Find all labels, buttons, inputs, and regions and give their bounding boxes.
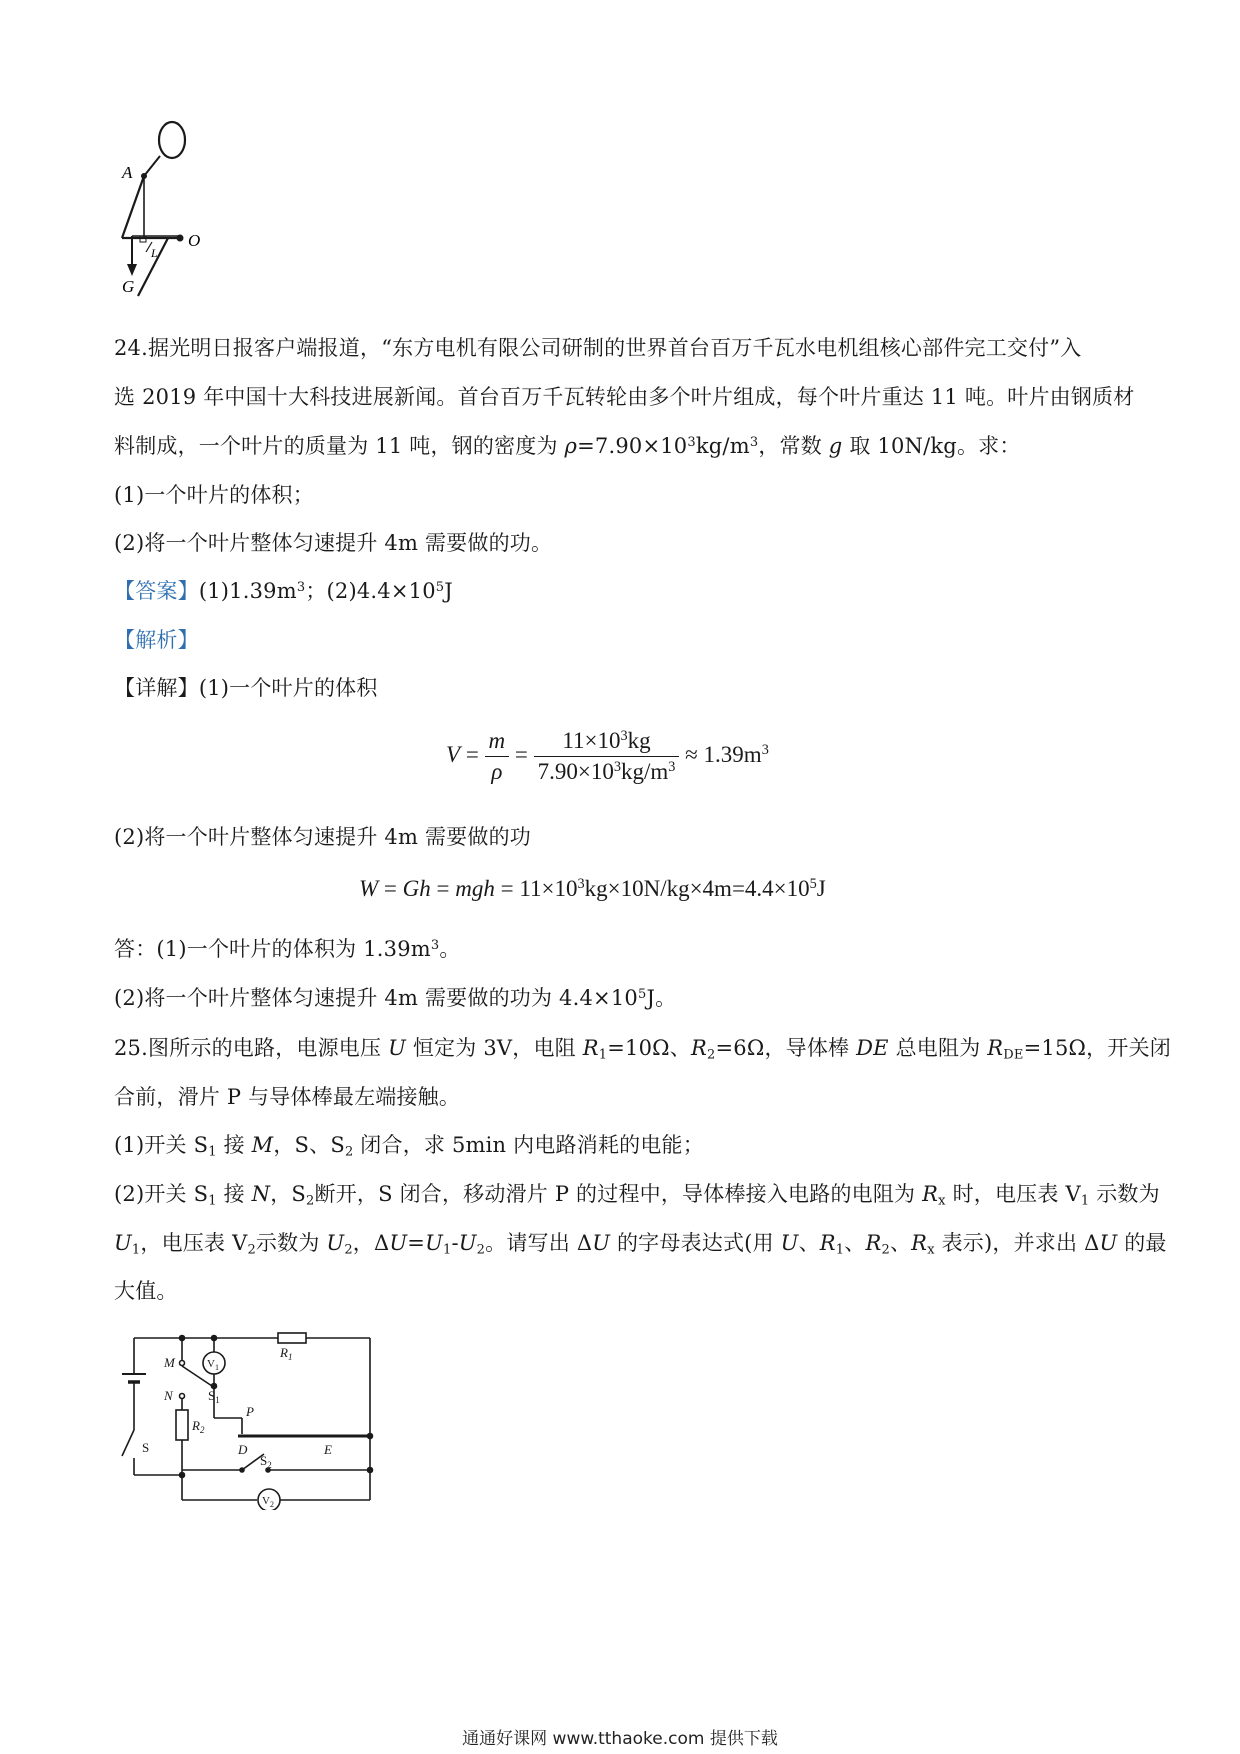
- detail-tag: 【详解】: [114, 676, 199, 700]
- answer-tag: 【答案】: [114, 579, 199, 603]
- label-R2: $R_2$: [192, 1418, 205, 1435]
- q25-line-3: (1)开关 $S_1$ 接 M，S、$S_2$ 闭合，求 5min 内电路消耗的电能；: [114, 1133, 704, 1160]
- volume-equation: V = $\frac{m}{\rho}$ = $\frac{11\times 10^3kg}{7.90\times 10^3kg/m^3}$ ≈ $1.39m^3$: [446, 728, 769, 784]
- q25-line-5: $U_1$，电压表 $V_2$示数为 $U_2$，$\Delta U=U_1-U_2$。请写出 ΔU 的字母表达式(用 U、$R_1$、$R_2$、$R_x$ 表示)，并求出 ΔU 的最: [114, 1231, 1167, 1258]
- label-S2: $S_2$: [260, 1453, 272, 1470]
- q24-conclusion-1: 答：(1)一个叶片的体积为 $1.39m^3$。: [114, 937, 461, 961]
- q24-detail-1: 【详解】(1)一个叶片的体积: [114, 676, 378, 700]
- lever-figure: [110, 118, 220, 303]
- label-S: S: [142, 1440, 150, 1455]
- q24-line-1: 24.据光明日报客户端报道，“东方电机有限公司研制的世界首台百万千瓦水电机组核心部件完工交付”入: [114, 336, 1082, 360]
- label-R1: $R_1$: [280, 1345, 293, 1362]
- q24-sub-2: (2)将一个叶片整体匀速提升 4m 需要做的功。: [114, 531, 553, 555]
- label-V2: $V_2$: [262, 1495, 274, 1509]
- label-V1: $V_1$: [207, 1358, 219, 1372]
- label-L: L: [151, 246, 158, 260]
- label-M: M: [164, 1355, 175, 1370]
- q24-line-3: 料制成，一个叶片的质量为 11 吨，钢的密度为 $\rho=7.90\times 10^3kg/m^3$，常数 g 取 10N/kg。求：: [114, 434, 1021, 458]
- q24-detail-2: (2)将一个叶片整体匀速提升 4m 需要做的功: [114, 825, 531, 849]
- q24-answer: 【答案】$(1)1.39m^3$；$(2)4.4\times 10^5J$: [114, 579, 453, 603]
- label-E: E: [324, 1442, 332, 1457]
- q25-line-4: (2)开关 $S_1$ 接 N，$S_2$断开，S 闭合，移动滑片 P 的过程中，导体棒接入电路的电阻为 $R_x$ 时，电压表 $V_1$ 示数为: [114, 1182, 1160, 1209]
- q24-conclusion-2: (2)将一个叶片整体匀速提升 4m 需要做的功为 $4.4\times 10^5J$。: [114, 986, 677, 1010]
- r2-resistor: [176, 1410, 188, 1440]
- label-O: O: [188, 231, 201, 250]
- q25-line-1: 25.图所示的电路，电源电压 U 恒定为 3V，电阻 $R_1=10\Omega$、$R_2=6\Omega$，导体棒 DE 总电阻为 $R_{DE}=15\Omega$，开关闭: [114, 1036, 1171, 1063]
- page-footer: 通通好课网 www.tthaoke.com 提供下载: [462, 1729, 778, 1749]
- label-N: N: [164, 1388, 173, 1403]
- r1-resistor: [278, 1333, 306, 1343]
- label-P: P: [246, 1404, 254, 1419]
- circuit-diagram: [112, 1330, 382, 1510]
- q25-line-2: 合前，滑片 P 与导体棒最左端接触。: [114, 1085, 461, 1109]
- label-S1: $S_1$: [208, 1388, 220, 1405]
- label-A: A: [122, 163, 133, 182]
- label-D: D: [238, 1442, 248, 1457]
- q24-line-2: 选 2019 年中国十大科技进展新闻。首台百万千瓦转轮由多个叶片组成，每个叶片重达 11 吨。叶片由钢质材: [114, 385, 1135, 409]
- q25-line-6: 大值。: [114, 1279, 178, 1303]
- work-equation: W = Gh = mgh = $11\times 10^3kg\times 10N/kg\times 4m=4.4\times 10^5J$: [359, 876, 826, 901]
- q24-analysis: 【解析】: [114, 628, 199, 652]
- label-G: G: [122, 277, 135, 296]
- q24-sub-1: (1)一个叶片的体积；: [114, 483, 314, 507]
